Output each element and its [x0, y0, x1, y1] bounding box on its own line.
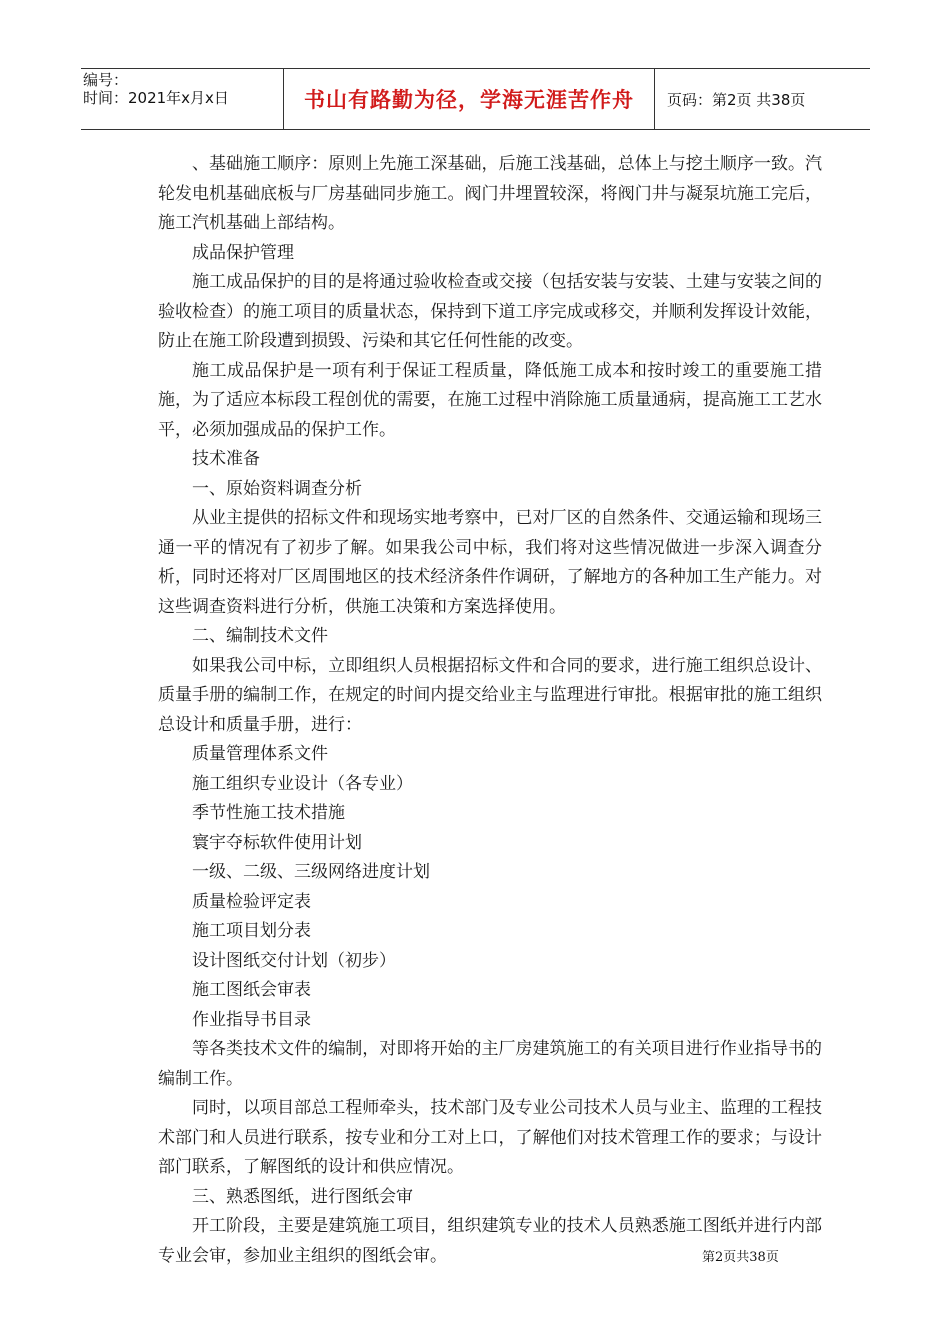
paragraph: 从业主提供的招标文件和现场实地考察中，已对厂区的自然条件、交通运输和现场三通一平的情况有了初步了解。如果我公司中标，我们将对这些情况做进一步深入调查分析，同时还将对厂区周围地区的技术经济条件作调研，了解地方的各种加工生产能力。对这些调查资料进行分析，供施工决策和方案选择使用。	[158, 508, 822, 617]
header-page-number: 页码：第2页 共38页	[667, 90, 806, 109]
list-item: 设计图纸交付计划（初步）	[192, 950, 396, 971]
list-item: 一级、二级、三级网络进度计划	[192, 862, 430, 882]
header-meta	[81, 69, 283, 129]
list-item: 质量管理体系文件	[192, 744, 328, 764]
page-header	[81, 68, 870, 130]
document-number-label: 编号：	[83, 71, 129, 89]
paragraph: 等各类技术文件的编制，对即将开始的主厂房建筑施工的有关项目进行作业指导书的编制工作。	[158, 1039, 822, 1089]
list-item: 施工组织专业设计（各专业）	[192, 773, 413, 794]
list-item: 质量检验评定表	[192, 891, 311, 912]
list-item: 作业指导书目录	[192, 1009, 311, 1030]
subsection-heading: 一、原始资料调查分析	[192, 478, 362, 499]
paragraph: 施工成品保护的目的是将通过验收检查或交接（包括安装与安装、土建与安装之间的验收检查）的施工项目的质量状态，保持到下道工序完成或移交，并顺利发挥设计效能，防止在施工阶段遭到损毁、污染和其它任何性能的改变。	[158, 272, 822, 351]
subsection-heading: 三、熟悉图纸，进行图纸会审	[192, 1186, 413, 1207]
list-item: 寰宇夺标软件使用计划	[192, 832, 362, 853]
list-item: 季节性施工技术措施	[192, 803, 345, 823]
paragraph: 同时，以项目部总工程师牵头，技术部门及专业公司技术人员与业主、监理的工程技术部门和人员进行联系，按专业和分工对上口，了解他们对技术管理工作的要求；与设计部门联系，了解图纸的设计和供应情况。	[158, 1098, 822, 1177]
list-item: 施工图纸会审表	[192, 980, 311, 1000]
paragraph: 、基础施工顺序：原则上先施工深基础，后施工浅基础，总体上与挖土顺序一致。汽轮发电机基础底板与厂房基础同步施工。阀门井埋置较深，将阀门井与凝泵坑施工完后，施工汽机基础上部结构。	[158, 154, 822, 233]
document-date-label: 时间：2021年x月x日	[83, 89, 229, 107]
list-item: 施工项目划分表	[192, 921, 311, 941]
header-motto: 书山有路勤为径，学海无涯苦作舟	[283, 69, 655, 129]
document-body	[158, 150, 822, 1271]
paragraph: 开工阶段，主要是建筑施工项目，组织建筑专业的技术人员熟悉施工图纸并进行内部专业会审，参加业主组织的图纸会审。	[158, 1216, 822, 1266]
paragraph: 如果我公司中标，立即组织人员根据招标文件和合同的要求，进行施工组织总设计、质量手册的编制工作，在规定的时间内提交给业主与监理进行审批。根据审批的施工组织总设计和质量手册，进行：	[158, 655, 822, 735]
page-footer: 第2页共38页	[702, 1250, 779, 1265]
subsection-heading: 二、编制技术文件	[192, 626, 328, 646]
section-heading: 技术准备	[192, 449, 260, 469]
section-heading: 成品保护管理	[192, 242, 294, 263]
paragraph: 施工成品保护是一项有利于保证工程质量，降低施工成本和按时竣工的重要施工措施，为了适应本标段工程创优的需要，在施工过程中消除施工质量通病，提高施工工艺水平，必须加强成品的保护工作。	[158, 360, 822, 440]
